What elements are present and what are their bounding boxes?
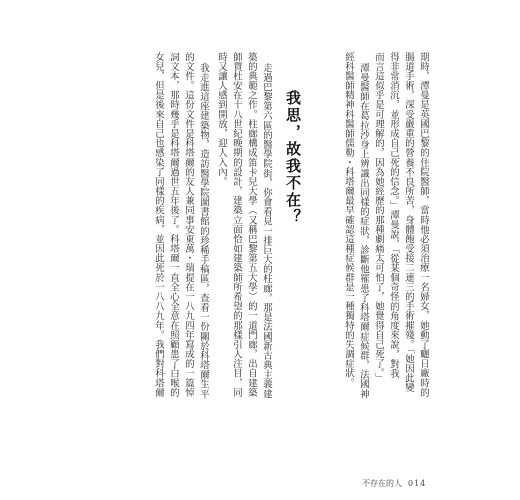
paragraph-line: 時又讓人感到開放，迎人入內。 — [216, 52, 227, 187]
paragraph-line: 的文件。這份文件是科塔爾的友人兼同事安東萬・瑞提在一八九四年寫成的一篇悼 — [183, 52, 194, 398]
page-footer — [362, 478, 426, 489]
paragraph-line: 師賈杜安在十八世紀晚期的設計，建築立面恰如建築師所希望的那樣引人注目，同 — [231, 52, 242, 398]
paragraph-line: 腸道手術，深受嚴重的營養不良所苦，身體飽受接二連三的手術摧殘。「她因此變 — [403, 52, 414, 393]
page-number: 014 — [408, 479, 427, 488]
paragraph-line: 潭曼醫師在葛拉沙身上辨識出同樣的症狀，診斷他罹患了科塔爾症候群，法國神 — [358, 63, 369, 399]
paragraph-line: 得非常消沉，並形成自己死的信念。」潭曼說，「從某個奇怪的角度來說，對我 — [388, 52, 399, 379]
section-heading: 我思，故我不在？ — [284, 90, 302, 226]
paragraph-line: 經科醫師精神科醫師儒勒・科塔爾最早確認這種症候群是一種獨特的失調症狀。 — [343, 52, 354, 388]
running-title: 不存在的人 — [362, 479, 402, 488]
paragraph-line: 女兒，但是後來自己也感染了同樣的疾病，並因此死於一八八九年。我們對科塔爾 — [153, 52, 164, 398]
paragraph-line: 築的典範之作。柱廊構成笛卡兒大學（又稱巴黎第五大學）的一道門廊，出自建築 — [246, 52, 257, 398]
paragraph-line: 期時，潭曼是英國巴黎的住院醫師，當時他必須治療一名婦女，她動了曬日廠時的 — [418, 52, 429, 398]
paragraph-line: 詞文本，那時幾乎是科塔爾過世五年後了。科塔爾一直全心全意在照顧患了白喉的 — [168, 52, 179, 398]
paragraph-line: 而言這似乎是可理解的，因為她經歷的那種劇痛太可怕了，她覺得自己死了。」 — [373, 52, 384, 383]
paragraph-line: 我走進這座建築物，造訪醫學院圖書館的珍稀手稿區，查看一份關於科塔爾生平 — [198, 63, 209, 399]
paragraph-line: 走過巴黎第六區的醫學院街，你會看見一排巨大的柱廊，那是法國新古典主義建 — [261, 63, 272, 399]
